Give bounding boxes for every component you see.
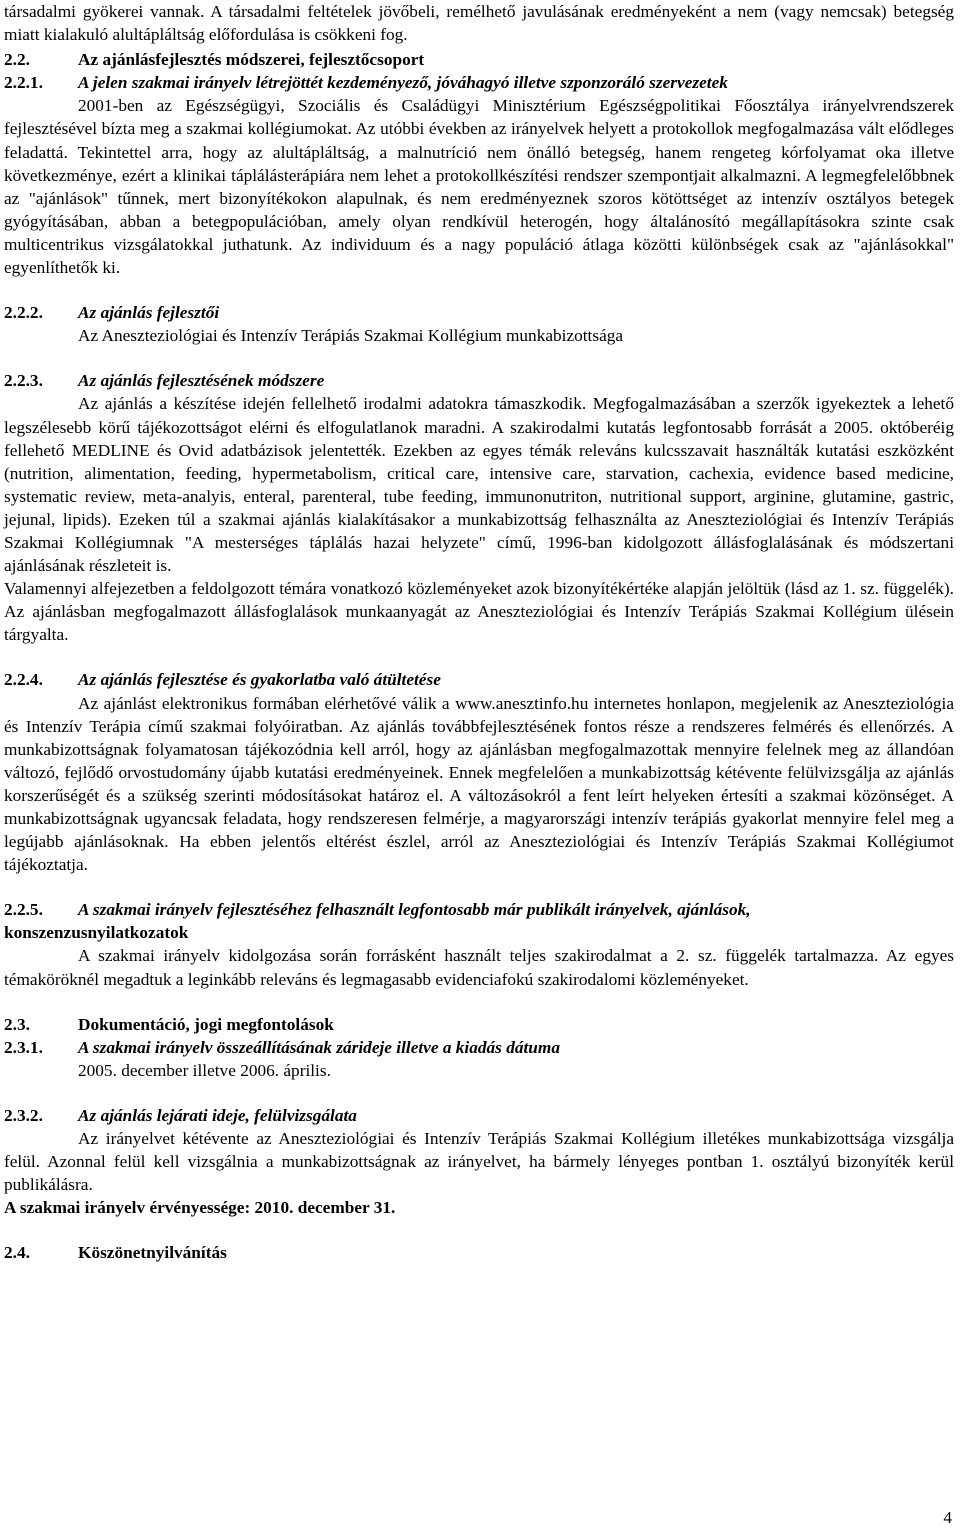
section-body: 2001-ben az Egészségügyi, Szociális és Családügyi Minisztérium Egészségpolitikai Főosztálya irányelvrendszerek fejlesztésével bízta meg a szakmai kollégiumokat. Az utóbbi években az irányelvek helyett a protokollok megfogalmazása vált elődleges feladattá. Tekintettel arra, hogy az alultápláltság, a malnutríció nem önálló betegség, hanem rengeteg kórfolyamat oka illetve következménye, ezért a klinikai táplálásterápiára nem lehet a protokollkészítési rendszer szempontjait alkalmazni. A legmegfelelőbbnek az "ajánlások" tűnnek, mert bizonyítékokon alapulnak, és nem eredményeznek szoros kötöttséget az intenzív osztályos betegek gyógyításában, abban a betegpopulációban, amely olyan rendkívül heterogén, hogy általánosító megállapításokra szinte csak multicentrikus vizsgálatokkal juthatunk. Az individuum és a nagy populáció átlaga közötti különbségek csak az "ajánlásokkal" egyenlíthetők ki. bbox=[4, 96, 954, 278]
section-number: 2.2.4. bbox=[4, 670, 43, 690]
section-number: 2.3.1. bbox=[4, 1037, 43, 1057]
section-heading-2-2-3 bbox=[4, 369, 954, 392]
intro-paragraph: társadalmi gyökerei vannak. A társadalmi feltételek jövőbeli, remélhető javulásának eredményeként a nem (vagy nemcsak) betegség miatt kialakuló alultápláltság előfordulása is csökkeni fog. bbox=[4, 2, 954, 45]
section-title: A szakmai irányelv fejlesztéséhez felhasznált legfontosabb már publikált irányelvek, ajánlások, bbox=[78, 900, 751, 920]
section-body: 2005. december illetve 2006. április. bbox=[78, 1060, 331, 1080]
section-heading-2-2 bbox=[4, 48, 954, 71]
section-body bbox=[4, 1127, 954, 1196]
section-title: Az ajánlás fejlesztése és gyakorlatba való átültetése bbox=[78, 670, 441, 690]
section-number: 2.2.5. bbox=[4, 900, 43, 920]
section-heading-2-2-2 bbox=[4, 301, 954, 324]
section-body-text: A szakmai irányelv kidolgozása során forrásként használt teljes szakirodalmat a 2. sz. függelék tartalmazza. Az egyes témaköröknél megadtuk a leginkább releváns és legmagasabb evidenciafokú szakirodalomi közleményeket. bbox=[4, 946, 954, 989]
section-title: A jelen szakmai irányelv létrejöttét kezdeményező, jóváhagyó illetve szponzoráló szervezetek bbox=[78, 73, 728, 93]
section-title: Az ajánlásfejlesztés módszerei, fejlesztőcsoport bbox=[78, 50, 425, 70]
section-body-2: Valamennyi alfejezetben a feldolgozott témára vonatkozó közleményeket azok bizonyítékértéke alapján jelöltük (lásd az 1. sz. függelék). Az ajánlásban megfogalmazott állásfoglalások munkaanyagát az Aneszteziológiai és Intenzív Terápiás Szakmai Kollégium ülésein tárgyalta. bbox=[4, 579, 954, 645]
validity-statement: A szakmai irányelv érvényessége: 2010. december 31. bbox=[4, 1198, 396, 1218]
section-number: 2.3. bbox=[4, 1014, 30, 1034]
section-body bbox=[4, 392, 954, 577]
section-title: Az ajánlás lejárati ideje, felülvizsgálata bbox=[78, 1105, 357, 1125]
section-heading-2-3 bbox=[4, 1013, 954, 1036]
section-number: 2.4. bbox=[4, 1243, 30, 1263]
section-heading-2-3-1 bbox=[4, 1036, 954, 1059]
section-heading-2-4 bbox=[4, 1241, 954, 1264]
section-heading-2-2-5 bbox=[4, 898, 954, 944]
document-page bbox=[4, 0, 954, 1265]
section-title: A szakmai irányelv összeállításának zárideje illetve a kiadás dátuma bbox=[78, 1037, 560, 1057]
section-heading-2-3-2 bbox=[4, 1104, 954, 1127]
section-number: 2.2. bbox=[4, 50, 30, 70]
section-title: Köszönetnyilvánítás bbox=[78, 1243, 227, 1263]
section-title: Dokumentáció, jogi megfontolások bbox=[78, 1014, 334, 1034]
section-body-text: Az ajánlást elektronikus formában elérhetővé válik a www.anesztinfo.hu internetes honlapon, megjelenik az Aneszteziológia és Intenzív Terápia című szakmai folyóiratban. Az ajánlás továbbfejlesztésének fontos része a rendszeres felmérés és ellenőrzés. A munkabizottságnak folyamatosan tájékozódnia kell arról, hogy az ajánlásban megfogalmazottak mennyire felelnek meg az állandóan változó, fejlődő orvostudomány újabb kutatási eredményeinek. Ennek megfelelően a munkabizottság kétévente felülvizsgálja az ajánlás korszerűségét és a szükség szerinti módosításokat határoz el. A változásokról a fent leírt helyeken értesíti a szakmai közönséget. A munkabizottságnak ugyancsak feladata, hogy rendszeresen felmérje, a magyarországi intenzív terápiás gyakorlat mennyire felel meg a legújabb ajánlásoknak. Ha ebben jelentős eltérést észlel, arról az Aneszteziológiai és Intenzív Terápiás Szakmai Kollégiumot tájékoztatja. bbox=[4, 693, 954, 875]
section-title: Az ajánlás fejlesztésének módszere bbox=[78, 371, 325, 391]
section-number: 2.2.3. bbox=[4, 371, 43, 391]
section-title-continued: konszenzusnyilatkozatok bbox=[4, 923, 189, 943]
section-body bbox=[4, 692, 954, 877]
section-number: 2.2.2. bbox=[4, 303, 43, 323]
section-body-text: Az irányelvet kétévente az Aneszteziológiai és Intenzív Terápiás Szakmai Kollégium illetékes munkabizottsága vizsgálja felül. Azonnal felül kell vizsgálnia a munkabizottságnak az irányelvet, ha bármely lényeges pontban 1. osztályú bizonyíték kerül publikálásra. bbox=[4, 1129, 954, 1195]
section-2-2-1 bbox=[4, 71, 954, 279]
section-body-text: Az ajánlás a készítése idején fellelhető irodalmi adatokra támaszkodik. Megfogalmazásában a szerzők igyekeztek a lehető legszélesebb körű tájékozottságot elérni és elfogulatlanok maradni. A szakirodalmi kutatás legfontosabb forrását a 2005. októberéig fellehető MEDLINE és Ovid adatbázisok jelentették. Ezekben az egyes témák releváns kulcsszavait használták kutatási eszközként (nutrition, alimentation, feeding, hypermetabolism, critical care, intensive care, starvation, cachexia, evidence based medicine, systematic review, meta-analyis, enteral, parenteral, tube feeding, immunonutriton, nutritional support, arginine, glutamine, gastric, jejunal, lipids). Ezeken túl a szakmai ajánlás kialakításakor a munkabizottság felhasználta az Aneszteziológiai és Intenzív Terápiás Szakmai Kollégiumnak "A mesterséges táplálás hazai helyzete" című, 1996-ban kidolgozott állásfoglalásának és módszertani ajánlásának részleteit is. bbox=[4, 394, 954, 576]
section-number: 2.2.1. bbox=[4, 73, 43, 93]
section-heading-2-2-4 bbox=[4, 668, 954, 691]
section-body: Az Aneszteziológiai és Intenzív Terápiás Szakmai Kollégium munkabizottsága bbox=[78, 326, 624, 346]
section-title: Az ajánlás fejlesztői bbox=[78, 303, 220, 323]
section-body bbox=[4, 944, 954, 990]
section-number: 2.3.2. bbox=[4, 1105, 43, 1125]
page-number: 4 bbox=[943, 1507, 952, 1527]
